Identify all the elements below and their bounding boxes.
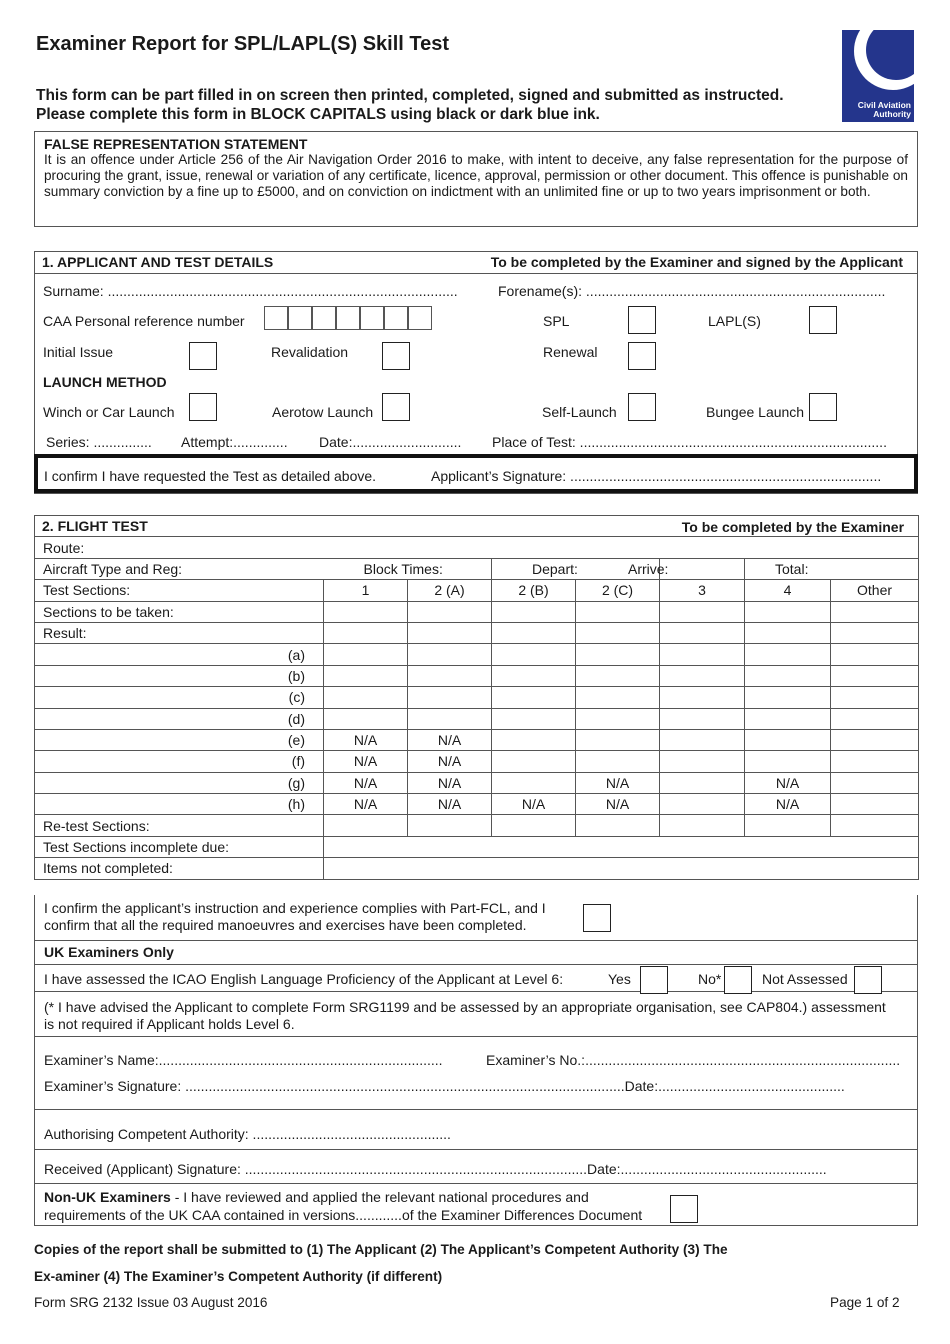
copies-line-2: Ex-aminer (4) The Examiner’s Competent Authority (if different)	[34, 1269, 443, 1284]
revalidation-label: Revalidation	[271, 344, 349, 360]
item-label: (g)	[35, 772, 324, 793]
received-signature-field[interactable]: Received (Applicant) Signature: ........................................................................................Date:.....................................................	[44, 1161, 827, 1177]
icao-not-assessed-checkbox[interactable]	[854, 966, 882, 994]
section2-heading: 2. FLIGHT TEST	[42, 518, 148, 535]
page-number: Page 1 of 2	[830, 1295, 900, 1310]
nonuk-line-1: Non-UK Examiners - I have reviewed and applied the relevant national procedures and	[44, 1189, 589, 1205]
applicant-confirmation-box	[34, 454, 918, 493]
block-times-field[interactable]: Block Times:	[324, 558, 492, 579]
confirm-line-2: confirm that all the required manoeuvres and exercises have been completed.	[44, 917, 527, 933]
item-label: (a)	[35, 644, 324, 665]
forenames-field[interactable]: Forename(s): .............................................................................	[498, 283, 886, 299]
table-row	[35, 644, 919, 665]
table-row	[35, 665, 919, 686]
aerotow-label: Aerotow Launch	[272, 404, 374, 420]
table-row: (g) N/A N/A N/A N/A	[35, 772, 919, 793]
column-header: 2 (B)	[492, 580, 576, 601]
table-row	[35, 580, 919, 601]
table-row	[35, 687, 919, 708]
caa-ref-label: CAA Personal reference number	[43, 313, 245, 329]
spl-label: SPL	[543, 313, 570, 329]
aerotow-checkbox[interactable]	[382, 393, 410, 421]
intro-text	[36, 86, 826, 124]
authority-field[interactable]: Authorising Competent Authority: ...................................................	[44, 1126, 451, 1142]
spl-checkbox[interactable]	[628, 306, 656, 334]
icao-no-checkbox[interactable]	[724, 966, 752, 994]
lapl-checkbox[interactable]	[809, 306, 837, 334]
renewal-checkbox[interactable]	[628, 342, 656, 370]
false-rep-text: It is an offence under Article 256 of the Air Navigation Order 2016 to make, with intent to deceive, any false representation for the purpose of procuring the grant, issue, renewal or variation of any certificate, licence, approval, permission or other document. This offence is punishable on summary conviction by a fine up to £5000, and on conviction on indictment with an unlimited fine or up to two years imprisonment or both.	[44, 152, 908, 199]
bungee-checkbox[interactable]	[809, 393, 837, 421]
applicant-signature-field[interactable]: Applicant’s Signature: ................................................................................	[431, 468, 882, 484]
intro-line-1: This form can be part filled in on screen then printed, completed, signed and submitted as instructed.	[36, 87, 784, 104]
confirm-text: I confirm I have requested the Test as detailed above.	[44, 468, 377, 484]
advised-line-2: is not required if Applicant holds Level 6.	[44, 1016, 295, 1032]
nonuk-checkbox[interactable]	[670, 1195, 698, 1223]
total-field[interactable]: Total:	[745, 558, 919, 579]
confirm-line-1: I confirm the applicant’s instruction and experience complies with Part-FCL, and I	[44, 900, 546, 916]
icao-label: I have assessed the ICAO English Language Proficiency of the Applicant at Level 6:	[44, 971, 564, 987]
uk-examiners-heading: UK Examiners Only	[44, 944, 174, 960]
no-label: No*	[698, 971, 722, 987]
attempt-field[interactable]: Attempt:..............	[181, 434, 288, 450]
initial-issue-label: Initial Issue	[43, 344, 114, 360]
bungee-label: Bungee Launch	[706, 404, 805, 420]
place-of-test-field[interactable]: Place of Test: ...............................................................................	[492, 434, 887, 450]
launch-method-heading: LAUNCH METHOD	[43, 374, 167, 390]
false-representation-box	[34, 131, 918, 227]
section2-header-row	[35, 516, 919, 537]
column-header: 1	[324, 580, 408, 601]
revalidation-checkbox[interactable]	[382, 342, 410, 370]
yes-label: Yes	[608, 971, 631, 987]
column-header: 3	[660, 580, 745, 601]
nonuk-line-2: requirements of the UK CAA contained in versions............of the Examiner Differences Document	[44, 1207, 643, 1223]
section2-note: To be completed by the Examiner	[681, 519, 905, 535]
winch-checkbox[interactable]	[189, 393, 217, 421]
item-label: (c)	[35, 687, 324, 708]
caa-logo	[842, 30, 914, 122]
table-row: (e) N/A N/A	[35, 729, 919, 750]
item-label: (d)	[35, 708, 324, 729]
initial-issue-checkbox[interactable]	[189, 342, 217, 370]
nonuk-heading: Non-UK Examiners	[44, 1189, 171, 1205]
table-row: (f) N/A N/A	[35, 751, 919, 772]
date-field[interactable]: Date:............................	[319, 434, 462, 450]
series-field[interactable]: Series: ...............	[46, 434, 152, 450]
self-launch-checkbox[interactable]	[628, 393, 656, 421]
not-assessed-label: Not Assessed	[762, 971, 848, 987]
false-rep-heading: FALSE REPRESENTATION STATEMENT	[44, 136, 308, 152]
surname-field[interactable]: Surname: ..........................................................................................	[43, 283, 458, 299]
examiner-no-field[interactable]: Examiner’s No.:.................................................................................	[486, 1052, 901, 1068]
depart-field[interactable]: Depart:	[492, 558, 660, 579]
copies-line-1: Copies of the report shall be submitted to (1) The Applicant (2) The Applicant’s Competent Authority (3) The	[34, 1242, 728, 1257]
section1-heading: 1. APPLICANT AND TEST DETAILS	[42, 254, 274, 270]
result-label: Result:	[35, 622, 324, 643]
table-row	[35, 537, 919, 558]
lapl-label: LAPL(S)	[708, 313, 761, 329]
flight-test-table	[34, 515, 919, 880]
test-sections-label: Test Sections:	[35, 580, 324, 601]
column-header: 4	[745, 580, 831, 601]
column-header: 2 (A)	[408, 580, 492, 601]
item-label: (f)	[35, 751, 324, 772]
table-row: (h) N/A N/A N/A N/A N/A	[35, 794, 919, 815]
examiner-name-field[interactable]: Examiner’s Name:.........................................................................	[44, 1052, 443, 1068]
table-row	[35, 622, 919, 643]
self-launch-label: Self-Launch	[542, 404, 617, 420]
item-label: (e)	[35, 729, 324, 750]
examiner-signature-field[interactable]: Examiner’s Signature: .................................................................................................................Date:................................................	[44, 1078, 845, 1094]
intro-line-2: Please complete this form in BLOCK CAPITALS using black or dark blue ink.	[36, 106, 600, 123]
renewal-label: Renewal	[543, 344, 598, 360]
incomplete-label: Test Sections incomplete due:	[35, 836, 324, 857]
not-completed-label: Items not completed:	[35, 858, 324, 879]
table-row	[35, 858, 919, 879]
arrive-field[interactable]: Arrive:	[628, 560, 669, 577]
aircraft-field[interactable]: Aircraft Type and Reg:	[35, 558, 324, 579]
winch-label: Winch or Car Launch	[43, 404, 175, 420]
icao-yes-checkbox[interactable]	[640, 966, 668, 994]
section1-note: To be completed by the Examiner and signed by the Applicant	[490, 254, 903, 270]
column-header: Other	[831, 580, 919, 601]
logo-line-1: Civil Aviation	[857, 100, 911, 110]
item-label: (b)	[35, 665, 324, 686]
retest-label: Re-test Sections:	[35, 815, 324, 836]
table-row	[35, 558, 919, 579]
column-header: 2 (C)	[576, 580, 660, 601]
table-row	[35, 815, 919, 836]
table-row	[35, 601, 919, 622]
item-label: (h)	[35, 794, 324, 815]
sections-taken-label: Sections to be taken:	[35, 601, 324, 622]
advised-line-1: (* I have advised the Applicant to complete Form SRG1199 and be assessed by an appropriate organisation, see CAP804.) assessment	[44, 999, 886, 1015]
manoeuvres-confirm-checkbox[interactable]	[583, 904, 611, 932]
page-title: Examiner Report for SPL/LAPL(S) Skill Test	[36, 33, 450, 55]
table-row	[35, 836, 919, 857]
table-row	[35, 708, 919, 729]
form-id: Form SRG 2132 Issue 03 August 2016	[34, 1295, 268, 1310]
logo-line-2: Authority	[873, 109, 911, 119]
route-field[interactable]: Route:	[35, 537, 919, 558]
